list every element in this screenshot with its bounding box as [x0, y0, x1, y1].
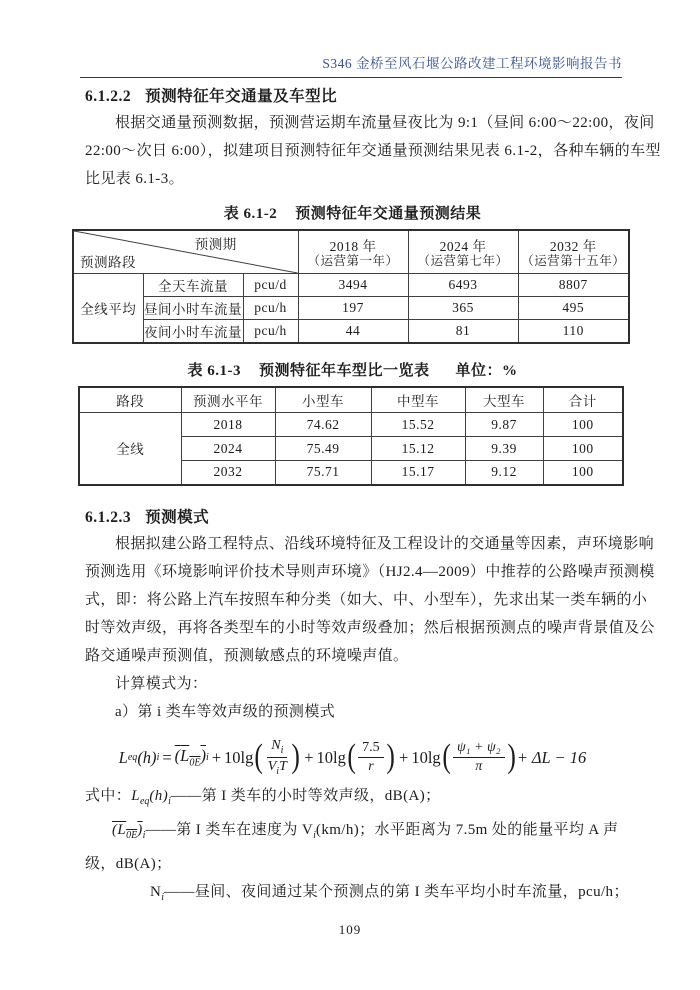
column-header: 预测水平年 — [181, 387, 275, 413]
row-group-cell: 全线平均 — [73, 274, 143, 343]
table-cell: 6493 — [408, 274, 518, 297]
paragraph-line: 式，即：将公路上汽车按照车种分类（如大、中、小型车），先求出某一类车辆的小 — [85, 591, 648, 608]
where-line-b: $(L_{0E})_i——$第 I 类车在速度为 $V_i(km/h)$；水平距离为 7.5m 处的能量平均 A 声 — [112, 821, 619, 841]
row-group-cell: 全线 — [79, 413, 181, 485]
item-a-line: a）第 i 类车等效声级的预测模式 — [115, 703, 336, 720]
caption-title: 预测特征年交通量预测结果 — [295, 206, 482, 222]
table-cell: 2032 — [181, 461, 275, 485]
table-cell: pcu/d — [243, 274, 298, 297]
section-heading-6122 — [85, 84, 620, 106]
table-cell: 81 — [408, 320, 518, 343]
formula-lhs: L — [118, 747, 128, 767]
paragraph-line: 22:00～次日 6:00），拟建项目预测特征年交通量预测结果见表 6.1-2，各种车辆的车型 — [85, 143, 661, 159]
table-traffic-forecast — [72, 229, 630, 344]
calc-intro-line: 计算模式为： — [115, 675, 208, 692]
where-line-d: $N_i——$昼间、夜间通过某个预测点的第 I 类车平均小时车流量，pcu/h； — [150, 883, 629, 903]
table-cell: 365 — [408, 297, 518, 320]
table-cell: 9.39 — [465, 437, 543, 461]
table-cell: pcu/h — [243, 320, 298, 343]
caption-title: 预测特征年车型比一览表 — [258, 362, 430, 379]
column-header: 路段 — [79, 387, 181, 413]
column-header-2032: 2032 年 （运营第十五年） — [518, 230, 629, 274]
table-cell: 8807 — [518, 274, 629, 297]
table-cell: 15.17 — [371, 461, 465, 485]
table-cell: 15.12 — [371, 437, 465, 461]
section-title: 预测模式 — [145, 508, 210, 526]
column-header: 大型车 — [465, 387, 543, 413]
paragraph-line: 比见表 6.1-3。 — [85, 171, 184, 187]
column-header-2024: 2024 年 （运营第七年） — [408, 230, 518, 274]
table-cell: 昼间小时车流量 — [143, 297, 243, 320]
table-header-row — [79, 387, 623, 413]
noise-prediction-formula: L eq (h) i = $(L_{0E})$ i + 10lg ( $\frac{N_i}{V_iT}$ ) + 10lg ( $\frac{7.5}{r}$ ) + 10lg ( $\frac{\text{ψ₁ + ψ₂}}{\pi}$ ) + ΔL − 16 — [118, 738, 587, 777]
table-row — [73, 320, 629, 343]
table-cell: 3494 — [298, 274, 408, 297]
table-cell: 44 — [298, 320, 408, 343]
table-cell: 100 — [543, 413, 623, 437]
table-cell: pcu/h — [243, 297, 298, 320]
table-cell: 74.62 — [275, 413, 371, 437]
table-cell: 110 — [518, 320, 629, 343]
caption-label: 表 6.1-3 — [187, 362, 241, 379]
column-header: 中型车 — [371, 387, 465, 413]
column-header-2018: 2018 年 （运营第一年） — [298, 230, 408, 274]
paragraph-line: 时等效声级，再将各类型车的小时等效声级叠加；然后根据预测点的噪声背景值及公 — [85, 619, 655, 636]
paragraph-line: 根据拟建公路工程特点、沿线环境特征及工程设计的交通量等因素，声环境影响 — [115, 535, 655, 552]
table-cell: 2018 — [181, 413, 275, 437]
column-header: 小型车 — [275, 387, 371, 413]
fraction-psi-pi: $\frac{\text{ψ₁ + ψ₂}}{\pi}$ — [453, 739, 505, 776]
section-number: 6.1.2.2 — [85, 88, 132, 105]
page-number: 109 — [338, 922, 362, 937]
table-row — [79, 413, 623, 437]
diag-label-section: 预测路段 — [80, 255, 136, 270]
diagonal-header-cell — [73, 230, 298, 274]
page-content — [80, 84, 661, 912]
table-cell: 100 — [543, 437, 623, 461]
table-cell: 15.52 — [371, 413, 465, 437]
table-cell: 夜间小时车流量 — [143, 320, 243, 343]
paragraph-2 — [85, 530, 655, 670]
table-6-1-3-caption — [85, 359, 620, 380]
table-row — [73, 297, 629, 320]
section-title: 预测特征年交通量及车型比 — [145, 88, 338, 105]
caption-label: 表 6.1-2 — [223, 206, 278, 222]
table-cell: 495 — [518, 297, 629, 320]
where-line-a: 式中：$L_{eq}(h)_i——$第 I 类车的小时等效声级，dB(A)； — [85, 787, 441, 807]
paragraph-line: 路交通噪声预测值，预测敏感点的环境噪声值。 — [85, 647, 409, 664]
table-6-1-2-caption — [85, 202, 620, 223]
paragraph-line: 预测选用《环境影响评价技术导则声环境》（HJ2.4—2009）中推荐的公路噪声预测模 — [85, 563, 655, 580]
caption-unit: 单位：% — [455, 362, 518, 379]
l0e-symbol: $(L_{0E})$ — [112, 821, 143, 841]
table-cell: 197 — [298, 297, 408, 320]
diag-label-period: 预测期 — [194, 237, 237, 252]
column-header: 合计 — [543, 387, 623, 413]
table-cell: 75.71 — [275, 461, 371, 485]
page-header — [80, 52, 622, 78]
table-cell: 100 — [543, 461, 623, 485]
table-cell: 2024 — [181, 437, 275, 461]
report-title: S346 金桥至风石堰公路改建工程环境影响报告书 — [322, 56, 622, 71]
formula-tail: + ΔL − 16 — [516, 747, 587, 767]
section-number: 6.1.2.3 — [85, 508, 132, 526]
fraction-75-r: $\frac{7.5}{r}$ — [358, 739, 384, 776]
table-row — [73, 274, 629, 297]
paragraph-line: 根据交通量预测数据，预测营运期车流量昼夜比为 9:1（昼间 6:00～22:00，夜间 — [115, 115, 655, 131]
where-line-c: 级，dB(A)； — [85, 855, 172, 872]
fraction-ni-vit: $\frac{N_i}{V_iT}$ — [267, 738, 287, 777]
table-cell: 全天车流量 — [143, 274, 243, 297]
table-cell: 9.87 — [465, 413, 543, 437]
section-heading-6123 — [85, 505, 620, 527]
table-cell: 9.12 — [465, 461, 543, 485]
table-vehicle-ratio — [78, 386, 624, 486]
l0e-term: $(L_{0E})$ — [174, 746, 206, 769]
paragraph-1 — [85, 109, 661, 193]
table-cell: 75.49 — [275, 437, 371, 461]
